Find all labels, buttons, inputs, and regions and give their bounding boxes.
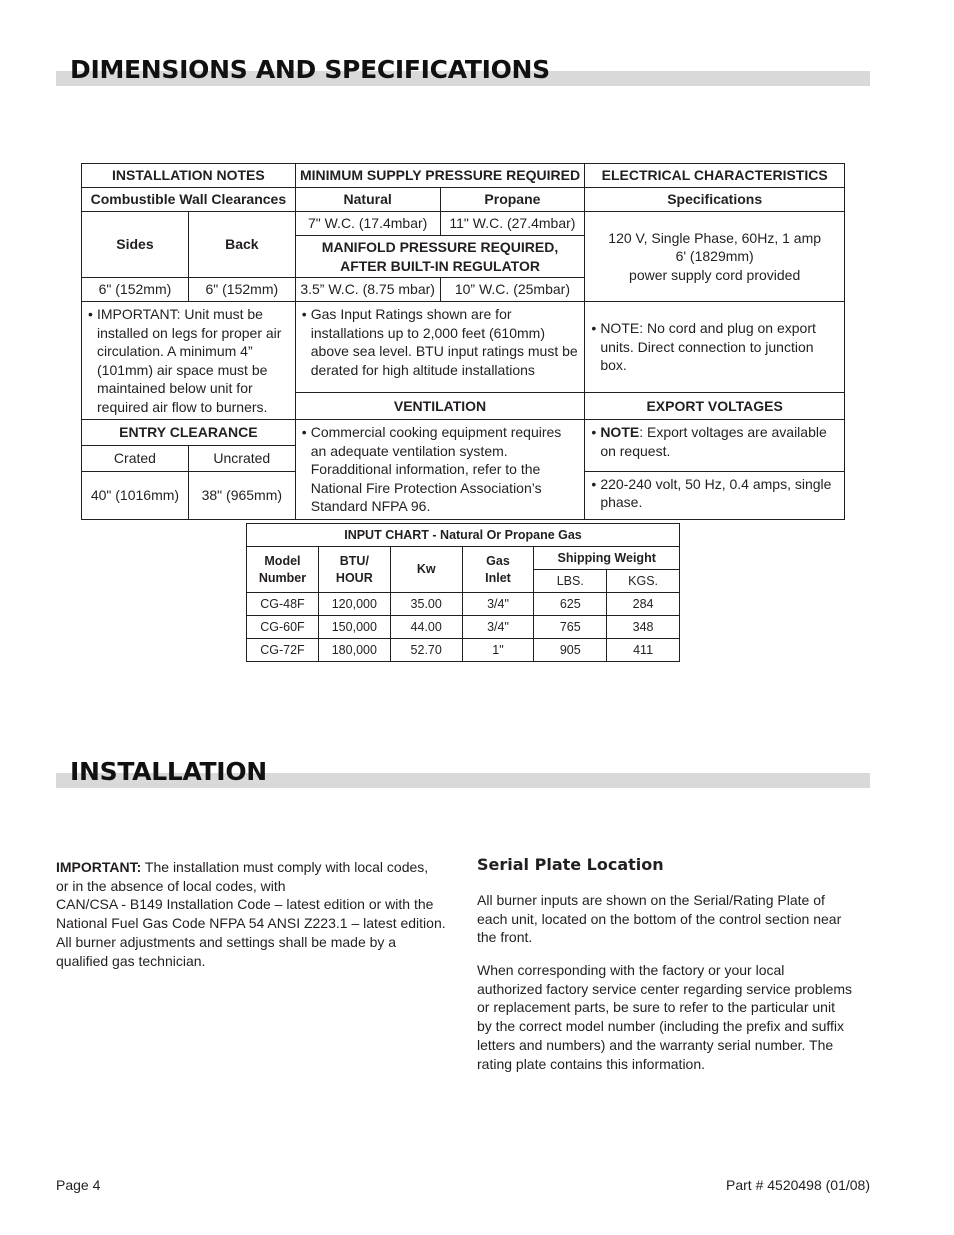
- serial-paragraph-2: [477, 961, 877, 1073]
- installation-notes-header: INSTALLATION NOTES: [82, 164, 296, 188]
- export-note-bold: NOTE: [600, 424, 640, 440]
- serial-p1-line-2: each unit, located on the bottom of the control section near: [477, 910, 842, 927]
- model-header-line-2: Number: [258, 570, 307, 585]
- important-line-1: The installation must comply with local codes,: [141, 859, 429, 875]
- manifold-line-1: MANIFOLD PRESSURE REQUIRED,: [321, 239, 559, 255]
- electrical-line-2: 6' (1829mm): [675, 248, 754, 265]
- kgs-cell: 284: [607, 593, 680, 616]
- important-line-2: or in the absence of local codes, with: [56, 877, 286, 894]
- serial-p1-line-3: the front.: [477, 929, 533, 946]
- bullet: •: [591, 475, 597, 492]
- model-cell: CG-72F: [247, 639, 319, 662]
- cord-note-cell: [585, 302, 845, 393]
- serial-plate-heading: Serial Plate Location: [477, 855, 664, 874]
- part-number: Part # 4520498 (01/08): [726, 1177, 870, 1193]
- natural-supply-value: 7" W.C. (17.4mbar): [295, 212, 440, 236]
- important-line-4: National Fuel Gas Code NFPA 54 ANSI Z223.1 – latest edition.: [56, 915, 446, 932]
- inlet-cell: 3/4": [462, 616, 534, 639]
- important-label: IMPORTANT:: [56, 859, 142, 875]
- important-line-3: CAN/CSA - B149 Installation Code – latest edition or with the: [56, 896, 434, 913]
- important-note: IMPORTANT: Unit must be installed on legs for proper air circulation. A minimum 4” (101mm) air space must be maintained below unit for required air flow to burners.: [97, 306, 282, 415]
- kgs-cell: 348: [607, 616, 680, 639]
- crated-value: 40" (1016mm): [82, 471, 189, 519]
- manifold-line-2: AFTER BUILT-IN REGULATOR: [340, 257, 540, 274]
- propane-supply-value: 11" W.C. (27.4mbar): [440, 212, 585, 236]
- kgs-header: KGS.: [607, 570, 680, 593]
- gas-input-note: Gas Input Ratings shown are for installations up to 2,000 feet (610mm) above sea level. BTU input ratings must be derated for high altitude installations: [310, 306, 578, 378]
- btu-cell: 180,000: [318, 639, 390, 662]
- export-voltage-cell: [585, 471, 845, 519]
- btu-cell: 120,000: [318, 593, 390, 616]
- crated-label: Crated: [82, 445, 189, 471]
- specifications-header: Specifications: [585, 188, 845, 212]
- table-row: [247, 639, 680, 662]
- gas-header-line-1: Gas: [486, 553, 510, 568]
- electrical-value: [585, 212, 845, 302]
- ventilation-note: Commercial cooking equipment requires an adequate ventilation system. Foradditional information, refer to the National Fire Protection Association’s Standard NFPA 96.: [310, 424, 562, 514]
- gas-header-line-2: Inlet: [485, 570, 511, 585]
- specifications-table: [81, 163, 845, 520]
- entry-clearance-header: ENTRY CLEARANCE: [82, 420, 296, 446]
- export-voltages-header: EXPORT VOLTAGES: [585, 393, 845, 420]
- bullet: •: [591, 320, 597, 337]
- cord-note: NOTE: No cord and plug on export units. Direct connection to junction box.: [600, 320, 816, 374]
- natural-manifold-value: 3.5” W.C. (8.75 mbar): [295, 278, 440, 302]
- natural-header: Natural: [295, 188, 440, 212]
- electrical-header: ELECTRICAL CHARACTERISTICS: [585, 164, 845, 188]
- dimensions-section-header: [56, 46, 870, 86]
- table-row: [247, 616, 680, 639]
- gas-input-note-cell: [295, 302, 585, 393]
- lbs-header: LBS.: [534, 570, 607, 593]
- table-row: [247, 593, 680, 616]
- back-value: 6" (152mm): [188, 278, 295, 302]
- serial-p2-line-5: letters and numbers) and the warranty serial number. The: [477, 1036, 834, 1053]
- kw-cell: 35.00: [390, 593, 462, 616]
- combustible-header: Combustible Wall Clearances: [82, 188, 296, 212]
- serial-p1-line-1: All burner inputs are shown on the Serial/Rating Plate of: [477, 892, 825, 908]
- bullet: •: [301, 424, 307, 440]
- important-line-5: All burner adjustments and settings shall be made by a: [56, 933, 397, 950]
- lbs-cell: 905: [534, 639, 607, 662]
- installation-section-header: [56, 748, 870, 788]
- serial-paragraph-1: [477, 891, 877, 947]
- export-note-cell: [585, 420, 845, 472]
- ventilation-note-cell: [295, 420, 585, 520]
- model-cell: CG-48F: [247, 593, 319, 616]
- important-paragraph: [56, 858, 456, 970]
- ventilation-header: VENTILATION: [295, 393, 585, 420]
- model-header-line-1: Model: [264, 553, 301, 568]
- page-number: Page 4: [56, 1177, 101, 1193]
- manifold-header: [295, 236, 585, 278]
- back-header: Back: [188, 212, 295, 278]
- kw-cell: 52.70: [390, 639, 462, 662]
- electrical-line-1: 120 V, Single Phase, 60Hz, 1 amp: [608, 229, 822, 246]
- btu-cell: 150,000: [318, 616, 390, 639]
- important-line-6: qualified gas technician.: [56, 952, 206, 969]
- serial-p2-line-6: rating plate contains this information.: [477, 1055, 706, 1072]
- export-voltage-value: 220-240 volt, 50 Hz, 0.4 amps, single phase.: [600, 475, 832, 511]
- bullet: •: [591, 424, 597, 440]
- serial-p2-line-2: authorized factory service center regarding service problems: [477, 980, 853, 997]
- electrical-line-3: power supply cord provided: [629, 266, 801, 283]
- propane-header: Propane: [440, 188, 585, 212]
- lbs-cell: 625: [534, 593, 607, 616]
- inlet-cell: 1": [462, 639, 534, 662]
- serial-p2-line-4: by the correct model number (including the prefix and suffix: [477, 1018, 845, 1035]
- input-chart-table: [246, 523, 680, 662]
- min-supply-header: MINIMUM SUPPLY PRESSURE REQUIRED: [295, 164, 585, 188]
- lbs-cell: 765: [534, 616, 607, 639]
- dimensions-heading: DIMENSIONS AND SPECIFICATIONS: [70, 55, 550, 84]
- btu-hour-header: [318, 547, 390, 593]
- model-number-header: [247, 547, 319, 593]
- kgs-cell: 411: [607, 639, 680, 662]
- sides-value: 6" (152mm): [82, 278, 189, 302]
- bullet: •: [88, 306, 93, 322]
- gas-inlet-header: [462, 547, 534, 593]
- model-cell: CG-60F: [247, 616, 319, 639]
- uncrated-label: Uncrated: [188, 445, 295, 471]
- propane-manifold-value: 10” W.C. (25mbar): [440, 278, 585, 302]
- btu-header-line-1: BTU/: [339, 553, 369, 568]
- serial-p2-line-3: or replacement parts, be sure to refer to the particular unit: [477, 999, 835, 1016]
- input-chart-title: INPUT CHART - Natural Or Propane Gas: [247, 524, 680, 547]
- btu-header-line-2: HOUR: [335, 570, 373, 585]
- shipping-weight-header: Shipping Weight: [534, 547, 680, 570]
- installation-heading: INSTALLATION: [70, 757, 267, 786]
- serial-p2-line-1: When corresponding with the factory or your local: [477, 962, 785, 978]
- export-note-text: : Export voltages are available on request.: [600, 424, 827, 459]
- bullet: •: [301, 306, 307, 322]
- inlet-cell: 3/4": [462, 593, 534, 616]
- uncrated-value: 38" (965mm): [188, 471, 295, 519]
- sides-header: Sides: [82, 212, 189, 278]
- important-note-cell: [82, 302, 296, 420]
- kw-header: Kw: [390, 547, 462, 593]
- kw-cell: 44.00: [390, 616, 462, 639]
